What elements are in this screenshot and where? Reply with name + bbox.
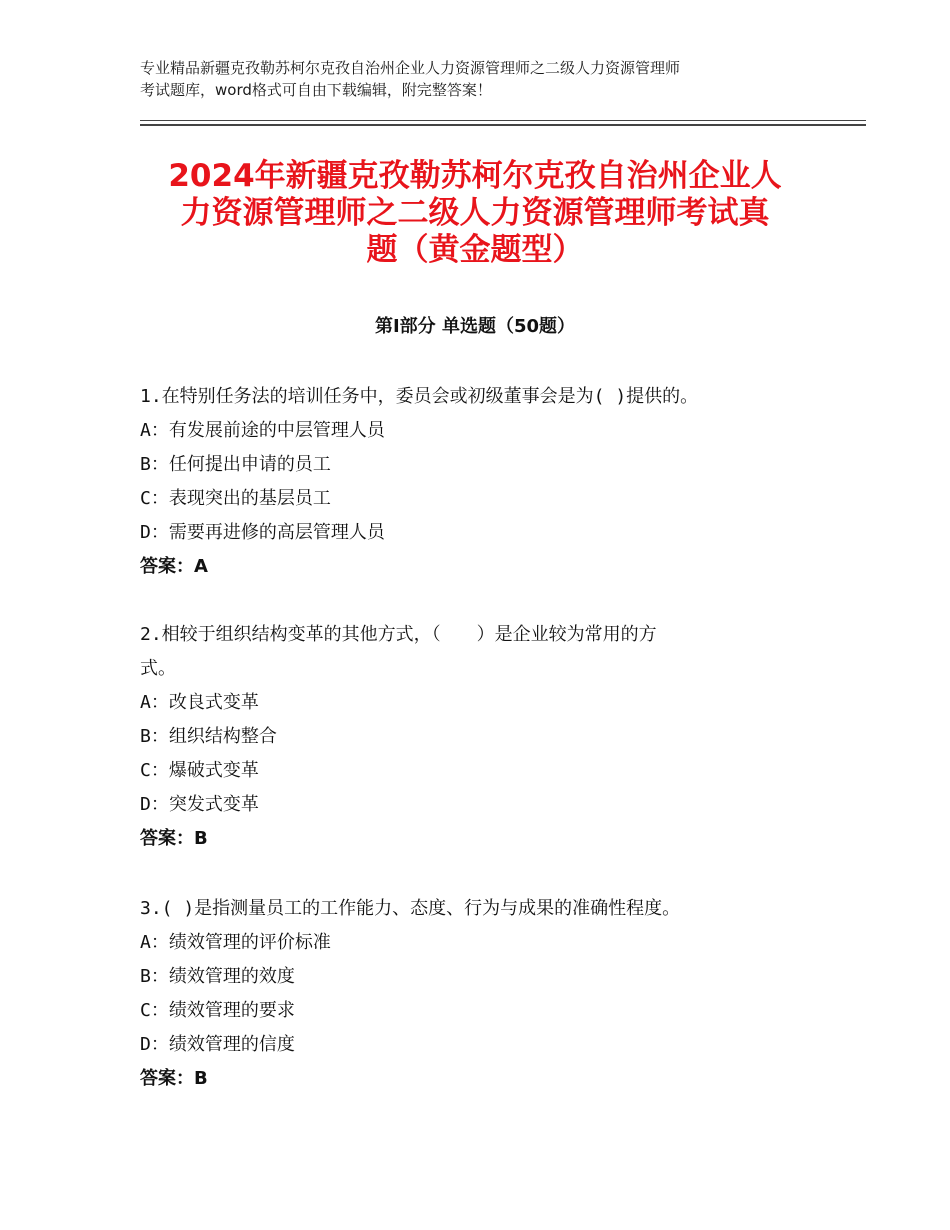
header-note-line: 专业精品新疆克孜勒苏柯尔克孜自治州企业人力资源管理师之二级人力资源管理师: [140, 59, 681, 77]
option-c: C：爆破式变革: [140, 760, 259, 781]
option-a: A：改良式变革: [140, 692, 259, 713]
option-b: B：任何提出申请的员工: [140, 454, 331, 475]
question-text: [140, 618, 860, 686]
document-title: [120, 158, 830, 269]
question-text-line: 1.在特别任务法的培训任务中，委员会或初级董事会是为( )提供的。: [140, 386, 699, 407]
question-text-line: 2.相较于组织结构变革的其他方式，（ ）是企业较为常用的方: [140, 624, 657, 645]
answer: 答案：B: [140, 828, 208, 849]
question-text-line: 式。: [140, 658, 176, 679]
option-c: C：表现突出的基层员工: [140, 488, 331, 509]
option-c: C：绩效管理的要求: [140, 1000, 295, 1021]
question-1: [140, 380, 860, 584]
question-2: [140, 618, 860, 856]
option-d: D：突发式变革: [140, 794, 259, 815]
header-divider-thick: [140, 124, 866, 126]
answer: 答案：A: [140, 556, 208, 577]
question-3: [140, 892, 860, 1096]
header-note: [140, 57, 840, 101]
question-text: [140, 380, 860, 414]
title-line: 题（黄金题型）: [366, 232, 584, 268]
title-line: 力资源管理师之二级人力资源管理师考试真: [180, 195, 770, 231]
option-a: A：绩效管理的评价标准: [140, 932, 331, 953]
option-a: A：有发展前途的中层管理人员: [140, 420, 385, 441]
option-d: D：绩效管理的信度: [140, 1034, 295, 1055]
option-b: B：组织结构整合: [140, 726, 277, 747]
answer: 答案：B: [140, 1068, 208, 1089]
title-line: 2024年新疆克孜勒苏柯尔克孜自治州企业人: [168, 158, 782, 194]
question-text-line: 3.( )是指测量员工的工作能力、态度、行为与成果的准确性程度。: [140, 898, 681, 919]
header-note-line: 考试题库，word格式可自由下载编辑，附完整答案！: [140, 81, 492, 99]
header-divider-thin: [140, 120, 866, 121]
option-b: B：绩效管理的效度: [140, 966, 295, 987]
question-text: [140, 892, 860, 926]
option-d: D：需要再进修的高层管理人员: [140, 522, 385, 543]
section-heading: 第Ⅰ部分 单选题（50题）: [374, 316, 575, 337]
